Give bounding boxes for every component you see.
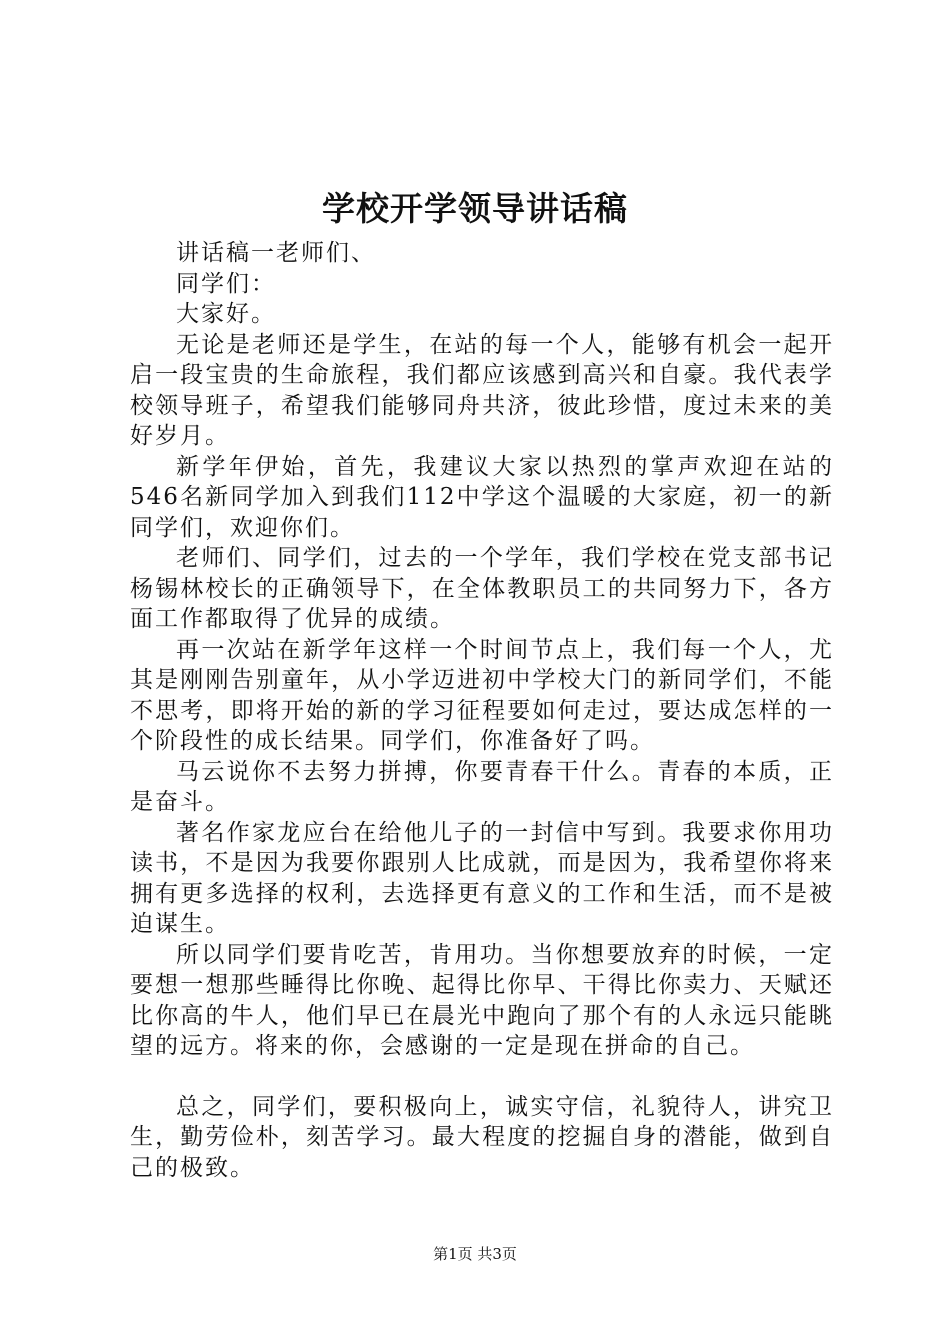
paragraph-body: 无论是老师还是学生，在站的每一个人，能够有机会一起开启一段宝贵的生命旅程，我们都应该感到高兴和自豪。我代表学校领导班子，希望我们能够同舟共济，彼此珍惜，度过未来的美好岁月。 (130, 331, 834, 449)
paragraph-salutation-1: 讲话稿一老师们、 (176, 240, 376, 266)
paragraph-conclusion: 总之，同学们，要积极向上，诚实守信，礼貌待人，讲究卫生，勤劳俭朴，刻苦学习。最大程度的挖掘自身的潜能，做到自己的极致。 (130, 1093, 834, 1181)
paragraph-body: 新学年伊始，首先，我建议大家以热烈的掌声欢迎在站的546名新同学加入到我们112中学这个温暖的大家庭，初一的新同学们，欢迎你们。 (130, 453, 834, 541)
paragraph-greeting: 大家好。 (176, 301, 276, 327)
document-title: 学校开学领导讲话稿 (322, 189, 628, 228)
paragraph-body: 再一次站在新学年这样一个时间节点上，我们每一个人，尤其是刚刚告别童年，从小学迈进初中学校大门的新同学们，不能不思考，即将开始的新的学习征程要如何走过，要达成怎样的一个阶段性的成长结果。同学们，你准备好了吗。 (130, 636, 834, 754)
paragraph-salutation-2: 同学们： (176, 270, 276, 297)
paragraph-body: 著名作家龙应台在给他儿子的一封信中写到。我要求你用功读书，不是因为我要你跟别人比成就，而是因为，我希望你将来拥有更多选择的权利，去选择更有意义的工作和生活，而不是被迫谋生。 (130, 819, 834, 937)
paragraph-body: 马云说你不去努力拼搏，你要青春干什么。青春的本质，正是奋斗。 (130, 758, 834, 815)
paragraph-body: 所以同学们要肯吃苦，肯用功。当你想要放弃的时候，一定要想一想那些睡得比你晚、起得比你早、干得比你卖力、天赋还比你高的牛人，他们早已在晨光中跑向了那个有的人永远只能眺望的远方。将来的你，会感谢的一定是现在拼命的自己。 (130, 941, 834, 1059)
document-body (130, 238, 834, 1183)
paragraph-body: 老师们、同学们，过去的一个学年，我们学校在党支部书记杨锡林校长的正确领导下，在全体教职员工的共同努力下，各方面工作都取得了优异的成绩。 (130, 545, 834, 632)
page-footer: 第1页 共3页 (433, 1245, 517, 1263)
